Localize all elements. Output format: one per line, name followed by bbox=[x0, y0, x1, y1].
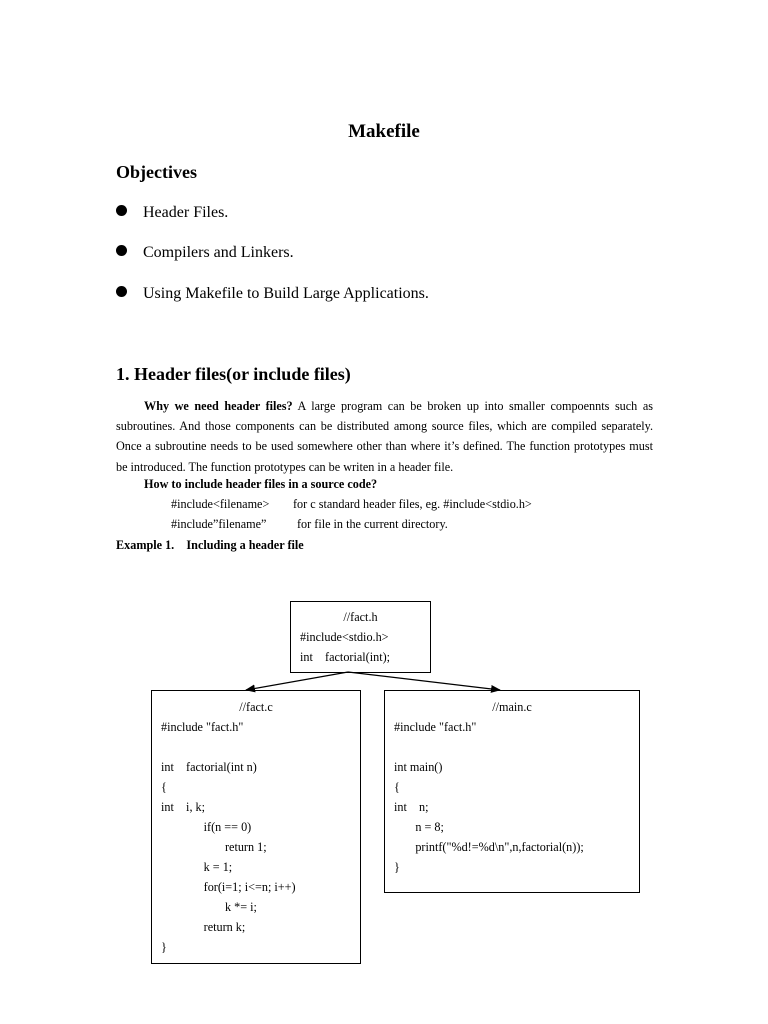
fact-c-box bbox=[151, 690, 361, 964]
code-line: int main() bbox=[394, 760, 443, 774]
code-line: } bbox=[394, 860, 400, 874]
code-line: k = 1; bbox=[161, 860, 233, 874]
example-caption: Example 1. Including a header file bbox=[116, 538, 304, 552]
fact-h-box bbox=[290, 601, 431, 673]
code-line: int n; bbox=[394, 800, 429, 814]
objectives-heading: Objectives bbox=[116, 162, 197, 182]
include-local-syntax: #include”filename” bbox=[171, 517, 267, 531]
code-line: n = 8; bbox=[394, 820, 444, 834]
code-line: #include "fact.h" bbox=[394, 720, 477, 734]
include-local-description: for file in the current directory. bbox=[297, 517, 448, 531]
objective-text: Compilers and Linkers. bbox=[143, 244, 294, 261]
arrow-to-fact-c bbox=[246, 672, 348, 690]
page-title: Makefile bbox=[348, 121, 420, 142]
how-to-question: How to include header files in a source code? bbox=[144, 477, 378, 491]
code-line: #include<stdio.h> bbox=[300, 630, 389, 644]
code-line: { bbox=[394, 780, 400, 794]
arrow-to-main-c bbox=[348, 672, 500, 690]
objective-text: Using Makefile to Build Large Applications. bbox=[143, 285, 429, 302]
paragraph-lead: Why we need header files? bbox=[144, 399, 293, 413]
code-line: printf("%d!=%d\n",n,factorial(n)); bbox=[394, 840, 584, 854]
code-line: for(i=1; i<=n; i++) bbox=[161, 880, 296, 894]
main-c-comment: //main.c bbox=[492, 700, 532, 714]
code-line: return 1; bbox=[161, 840, 267, 854]
include-std-syntax: #include<filename> bbox=[171, 497, 270, 511]
section-heading: 1. Header files(or include files) bbox=[116, 364, 351, 384]
code-line: if(n == 0) bbox=[161, 820, 252, 834]
objective-text: Header Files. bbox=[143, 204, 229, 221]
main-c-box bbox=[384, 690, 640, 893]
code-line: int factorial(int n) bbox=[161, 760, 257, 774]
paragraph-text: A large program can be broken up into smaller compoennts such as subroutines. And those components can be distributed among source files, which are compiled separately. Once a subroutine needs to be used somewhere other than where it’s defined. The function prototypes must be introduced. The function prototypes can be writen in a header file. bbox=[116, 399, 653, 474]
include-std-description: for c standard header files, eg. #include<stdio.h> bbox=[293, 497, 532, 511]
fact-c-comment: //fact.c bbox=[239, 700, 273, 714]
code-line: #include "fact.h" bbox=[161, 720, 244, 734]
code-line: return k; bbox=[161, 920, 246, 934]
fact-h-comment: //fact.h bbox=[343, 610, 378, 624]
code-line: int factorial(int); bbox=[300, 650, 391, 664]
code-line: int i, k; bbox=[161, 800, 206, 814]
code-line: { bbox=[161, 780, 167, 794]
code-line: } bbox=[161, 940, 167, 954]
code-line: k *= i; bbox=[161, 900, 257, 914]
